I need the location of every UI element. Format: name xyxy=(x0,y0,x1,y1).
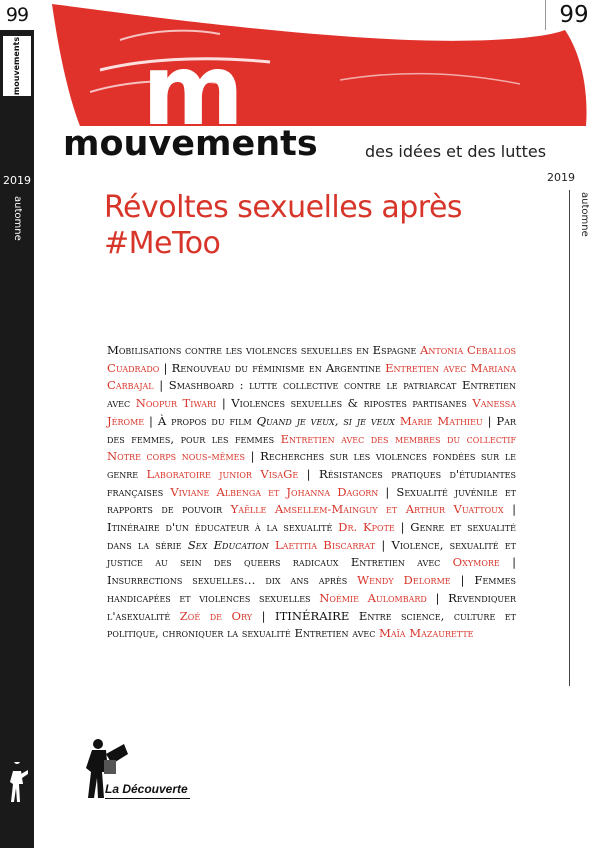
publisher-name: La Découverte xyxy=(105,782,188,796)
publisher-underline xyxy=(105,798,190,799)
spine-issue-number: 99 xyxy=(0,0,34,30)
toc-author: Entretien avec des membres du collectif Notre corps nous-mêmes xyxy=(107,431,516,464)
table-of-contents xyxy=(107,342,516,643)
toc-author: Oxymore xyxy=(452,555,500,570)
issue-season: automne xyxy=(579,192,590,237)
logo-m-shape xyxy=(40,0,588,130)
toc-author: Dr. Kpote xyxy=(338,520,395,535)
spine-title-box xyxy=(3,36,31,96)
headline-line-1: Révoltes sexuelles après xyxy=(104,190,463,225)
tagline: des idées et des luttes xyxy=(365,142,547,161)
toc-author: Laboratoire junior VisaGe xyxy=(146,466,299,481)
toc-text: | Revendiquer l'asexualité xyxy=(107,590,516,623)
spine-season: automne xyxy=(12,196,23,241)
toc-text: | À propos du film xyxy=(144,413,257,428)
toc-author: Entretien avec Mariana Carbajal xyxy=(107,360,516,393)
right-rule xyxy=(569,190,570,686)
toc-text: | Violences sexuelles & ripostes partisanes xyxy=(216,396,473,411)
toc-work-title: Sex Education xyxy=(187,537,269,552)
toc-author: Viviane Albenga et Johanna Dagorn xyxy=(170,484,379,499)
toc-author: Maïa Mazaurette xyxy=(379,626,474,641)
toc-text: | Violence, sexualité et justice au sein des queers radicaux Entretien avec xyxy=(107,537,516,570)
brand-title: mouvements xyxy=(63,124,318,164)
toc-text: | Femmes handicapées et violences sexuelles xyxy=(107,573,516,605)
publisher-figure-icon xyxy=(5,762,29,804)
spine-season-box xyxy=(10,196,24,256)
toc-text: | Genre et sexualité dans la série xyxy=(107,520,517,552)
toc-work-title: Quand je veux, si je veux xyxy=(256,413,395,428)
toc-text: | Smashboard : lutte collective contre le patriarcat Entretien avec xyxy=(107,378,516,411)
toc-author: Antonia Ceballos Cuadrado xyxy=(107,343,517,375)
issue-year: 2019 xyxy=(547,171,575,184)
toc-author: Marie Mathieu xyxy=(399,413,483,428)
toc-text: | Itinéraire d'un éducateur à la sexualité xyxy=(107,502,516,535)
toc-author: Vanessa Jérome xyxy=(107,396,516,428)
toc-text: | Sexualité juvénile et rapports de pouvoir xyxy=(107,484,517,517)
toc-author: Yaëlle Amsellem-Mainguy et Arthur Vuattoux xyxy=(230,502,504,517)
toc-author: Laetitia Biscarrat xyxy=(274,537,376,552)
headline-line-2: #MeToo xyxy=(104,226,221,261)
toc-text: Mobilisations contre les violences sexuelles en Espagne xyxy=(107,343,421,357)
toc-text: | Par des femmes, pour les femmes xyxy=(107,413,517,446)
toc-text: | Insurrections sexuelles… dix ans après xyxy=(107,555,516,588)
spine-year: 2019 xyxy=(3,174,31,187)
toc-author: Wendy Delorme xyxy=(357,573,451,588)
logo-letter: m xyxy=(142,34,245,130)
toc-author: Zoé de Ory xyxy=(179,608,253,623)
toc-text: | Recherches sur les violences fondées sur le genre xyxy=(107,449,516,481)
spine-title: mouvements xyxy=(12,36,21,96)
spine xyxy=(0,0,34,848)
toc-author: Noopur Tiwari xyxy=(135,396,217,411)
toc-text: | Résistances pratiques d'étudiantes françaises xyxy=(107,466,516,499)
toc-author: Noémie Aulombard xyxy=(319,590,427,605)
season-box xyxy=(577,192,591,252)
headline xyxy=(104,190,544,262)
toc-text: | ITINÉRAIRE Entre science, culture et politique, chroniquer la sexualité Entretien avec xyxy=(107,608,516,641)
toc-text: | Renouveau du féminisme en Argentine xyxy=(159,360,386,375)
issue-number: 99 xyxy=(545,0,602,30)
